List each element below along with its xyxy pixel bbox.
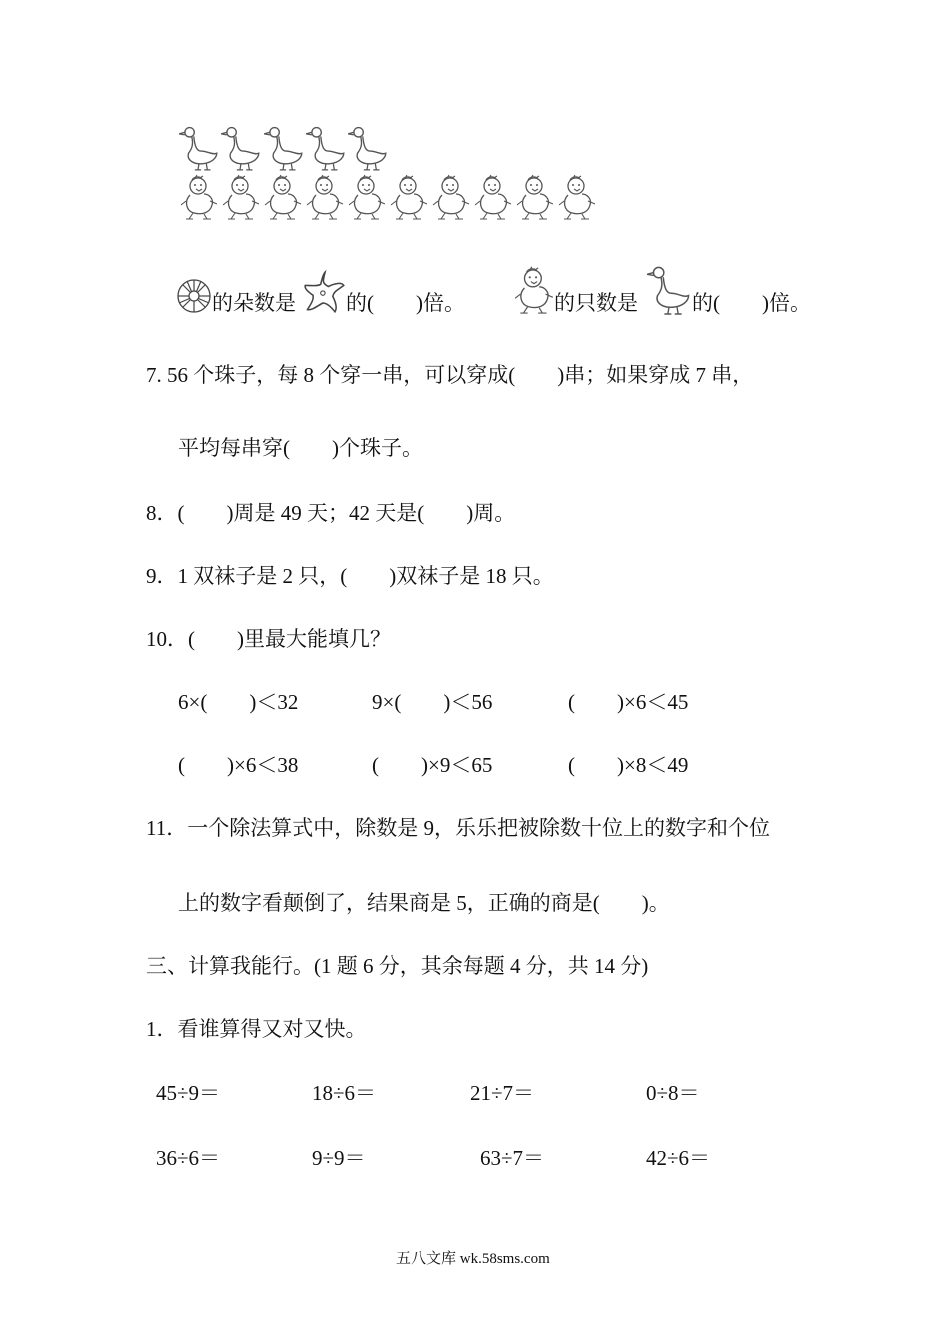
q9: 9．1 双袜子是 2 只，( )双袜子是 18 只。 <box>146 564 554 588</box>
goose-icon <box>220 126 262 172</box>
q11-line2: 上的数字看颠倒了，结果商是 5，正确的商是( )。 <box>178 891 670 915</box>
star-flower-icon <box>302 270 346 314</box>
q10-item: ( )×6＜45 <box>568 690 689 714</box>
q10-item: 6×( )＜32 <box>178 690 299 714</box>
section3-q1-title: 1．看谁算得又对又快。 <box>146 1017 367 1041</box>
picture-text-d: 的( )倍。 <box>692 291 811 315</box>
calc-item: 18÷6＝ <box>312 1081 377 1105</box>
chick-icon <box>222 174 262 222</box>
chick-icon <box>516 174 556 222</box>
footer-watermark: 五八文库 wk.58sms.com <box>396 1251 550 1267</box>
calc-item: 42÷6＝ <box>646 1146 711 1170</box>
chick-icon <box>558 174 598 222</box>
chick-icon <box>180 174 220 222</box>
q11-line1: 11．一个除法算式中，除数是 9，乐乐把被除数十位上的数字和个位 <box>146 816 770 840</box>
chick-icon <box>514 264 556 318</box>
geese-row <box>178 126 398 172</box>
q10-item: ( )×9＜65 <box>372 753 493 777</box>
calc-item: 36÷6＝ <box>156 1146 221 1170</box>
goose-icon <box>646 264 692 318</box>
picture-question-line <box>176 264 836 324</box>
picture-text-b: 的( )倍。 <box>346 291 465 315</box>
q7-line2: 平均每串穿( )个珠子。 <box>178 436 423 460</box>
calc-item: 63÷7＝ <box>480 1146 545 1170</box>
chick-icon <box>432 174 472 222</box>
chick-icon <box>264 174 304 222</box>
picture-text-a: 的朵数是 <box>212 291 296 315</box>
q10-item: ( )×8＜49 <box>568 753 689 777</box>
chick-icon <box>390 174 430 222</box>
chick-icon <box>306 174 346 222</box>
q10-item: 9×( )＜56 <box>372 690 493 714</box>
q10-title: 10．( )里最大能填几？ <box>146 627 391 651</box>
q10-item: ( )×6＜38 <box>178 753 299 777</box>
chick-icon <box>348 174 388 222</box>
picture-text-c: 的只数是 <box>554 291 638 315</box>
calc-item: 45÷9＝ <box>156 1081 221 1105</box>
goose-icon <box>347 126 389 172</box>
q8: 8．( )周是 49 天；42 天是( )周。 <box>146 501 516 525</box>
goose-icon <box>305 126 347 172</box>
chicks-row <box>180 174 600 224</box>
q7-line1: 7. 56 个珠子，每 8 个穿一串，可以穿成( )串；如果穿成 7 串， <box>146 363 754 387</box>
chick-icon <box>474 174 514 222</box>
calc-item: 21÷7＝ <box>470 1081 535 1105</box>
section3-title: 三、计算我能行。(1 题 6 分，其余每题 4 分，共 14 分) <box>146 954 649 978</box>
flower-icon <box>176 278 212 314</box>
calc-item: 0÷8＝ <box>646 1081 700 1105</box>
goose-icon <box>178 126 220 172</box>
calc-item: 9÷9＝ <box>312 1146 366 1170</box>
goose-icon <box>263 126 305 172</box>
